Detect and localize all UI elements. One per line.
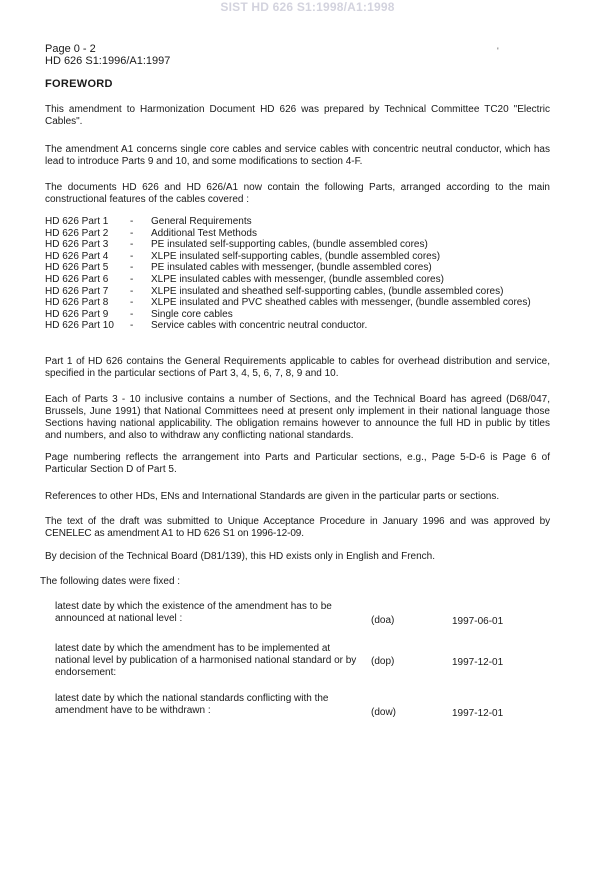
page-header <box>45 43 170 67</box>
part-code: HD 626 Part 10 <box>45 320 114 332</box>
parts-list-item <box>45 216 531 228</box>
part-code: HD 626 Part 4 <box>45 250 109 262</box>
part-code: HD 626 Part 5 <box>45 262 109 274</box>
dates-table <box>55 601 535 735</box>
page-title: FOREWORD <box>45 78 113 90</box>
paragraph-sections: Each of Parts 3 - 10 inclusive contains a number of Sections, and the Technical Board has agreed (D68/047, Brussels, June 1991) that National Committees need at present only implement in their national language those Sections having national applicability. The obligation remains however to announce the full HD in public by titles and numbers, and also to withdraw any conflicting national standards. <box>45 394 550 441</box>
part-dash: - <box>130 262 134 274</box>
part-description: Service cables with concentric neutral conductor. <box>151 320 368 332</box>
part-dash: - <box>130 216 134 227</box>
part-description: XLPE insulated cables with messenger, (bundle assembled cores) <box>151 273 444 285</box>
paragraph-general-requirements: Part 1 of HD 626 contains the General Requirements applicable to cables for overhead distribution and service, specified in the particular sections of Part 3, 4, 5, 6, 7, 8, 9 and 10. <box>45 356 550 379</box>
date-description: latest date by which the national standards conflicting with the amendment have to be withdrawn : <box>55 693 329 716</box>
part-code: HD 626 Part 1 <box>45 216 109 227</box>
parts-list-item <box>45 309 531 321</box>
part-dash: - <box>130 297 134 309</box>
part-code: HD 626 Part 3 <box>45 239 109 251</box>
date-value: 1997-12-01 <box>452 657 504 668</box>
parts-list-item <box>45 320 531 332</box>
part-description: Single core cables <box>151 308 233 320</box>
paragraph-dates-intro: The following dates were fixed : <box>40 576 181 587</box>
parts-list-item <box>45 228 531 240</box>
paragraph-amendment-scope: The amendment A1 concerns single core cables and service cables with concentric neutral conductor, which has lead to introduce Parts 9 and 10, and some modifications to section 4-F. <box>45 144 550 167</box>
document-id: HD 626 S1:1996/A1:1997 <box>45 55 171 67</box>
part-description: XLPE insulated and PVC sheathed cables with messenger, (bundle assembled cores) <box>151 297 531 309</box>
date-code: (dow) <box>371 707 397 718</box>
part-description: PE insulated cables with messenger, (bundle assembled cores) <box>151 262 432 274</box>
part-description: Additional Test Methods <box>151 227 257 239</box>
part-description: XLPE insulated and sheathed self-supporting cables, (bundle assembled cores) <box>151 285 504 297</box>
parts-list-item <box>45 251 531 263</box>
part-description: XLPE insulated self-supporting cables, (bundle assembled cores) <box>151 250 441 262</box>
part-code: HD 626 Part 9 <box>45 308 109 320</box>
watermark: SIST HD 626 S1:1998/A1:1998 <box>220 0 395 14</box>
parts-list-item <box>45 239 531 251</box>
date-code: (dop) <box>371 656 395 667</box>
paragraph-references: References to other HDs, ENs and International Standards are given in the particular parts or sections. <box>45 491 500 502</box>
date-row-dop <box>55 643 535 693</box>
paragraph-prepared-by: This amendment to Harmonization Document HD 626 was prepared by Technical Committee TC20 "Electric Cables". <box>45 104 550 127</box>
part-dash: - <box>130 320 134 332</box>
part-dash: - <box>130 250 134 262</box>
part-description: PE insulated self-supporting cables, (bundle assembled cores) <box>151 239 428 251</box>
part-dash: - <box>130 308 134 320</box>
paragraph-parts-intro: The documents HD 626 and HD 626/A1 now contain the following Parts, arranged according to the main constructional features of the cables covered : <box>45 182 550 205</box>
paragraph-approval: The text of the draft was submitted to Unique Acceptance Procedure in January 1996 and was approved by CENELEC as amendment A1 to HD 626 S1 on 1996-12-09. <box>45 516 550 539</box>
part-dash: - <box>130 285 134 297</box>
page-number: Page 0 - 2 <box>45 43 96 55</box>
date-row-dow <box>55 693 535 735</box>
date-description: latest date by which the amendment has to be implemented at national level by publication of a harmonised national standard or by endorsement: <box>55 643 357 678</box>
scan-mark: ' <box>497 46 499 56</box>
part-description: General Requirements <box>151 216 252 227</box>
parts-list-item <box>45 262 531 274</box>
date-value: 1997-06-01 <box>452 616 504 627</box>
part-code: HD 626 Part 8 <box>45 297 109 309</box>
date-code: (doa) <box>371 615 395 626</box>
paragraph-page-numbering: Page numbering reflects the arrangement into Parts and Particular sections, e.g., Page 5-D-6 is Page 6 of Particular Section D of Part 5. <box>45 452 550 475</box>
part-code: HD 626 Part 7 <box>45 285 109 297</box>
part-code: HD 626 Part 6 <box>45 273 109 285</box>
paragraph-languages: By decision of the Technical Board (D81/139), this HD exists only in English and French. <box>45 551 436 562</box>
part-code: HD 626 Part 2 <box>45 227 109 239</box>
parts-list-item <box>45 297 531 309</box>
part-dash: - <box>130 273 134 285</box>
part-dash: - <box>130 227 134 239</box>
part-dash: - <box>130 239 134 251</box>
parts-list-item <box>45 274 531 286</box>
date-description: latest date by which the existence of the amendment has to be announced at national level : <box>55 601 332 624</box>
parts-list <box>45 216 531 332</box>
date-row-doa <box>55 601 535 643</box>
date-value: 1997-12-01 <box>452 708 504 719</box>
parts-list-item <box>45 286 531 298</box>
